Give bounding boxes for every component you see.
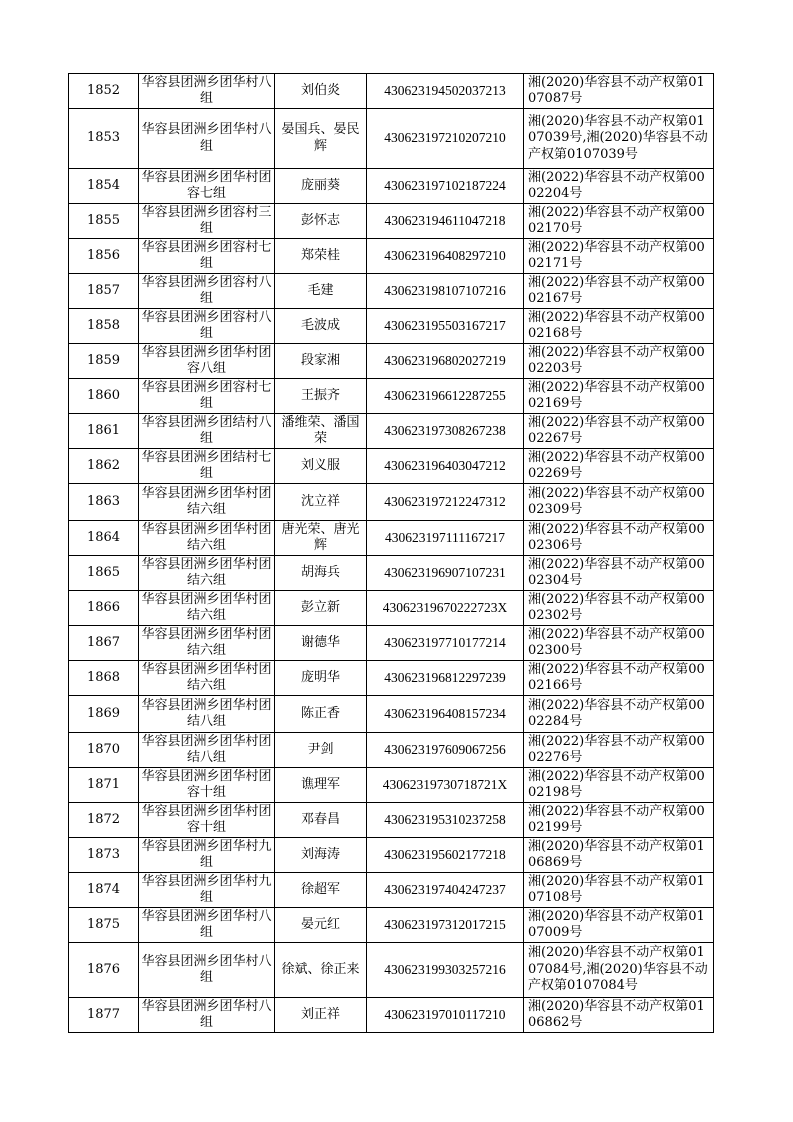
address-cell: 华容县团洲乡团华村九组: [139, 838, 275, 873]
table-row: [69, 556, 714, 591]
address-cell: 华容县团洲乡团华村团结六组: [139, 661, 275, 696]
address-cell: 华容县团洲乡团容村七组: [139, 239, 275, 274]
row-number-cell: 1872: [69, 803, 139, 838]
table-row: [69, 379, 714, 414]
certificate-number-cell: 湘(2020)华容县不动产权第0107039号,湘(2020)华容县不动产权第0107039号: [524, 109, 714, 169]
owner-name-cell: 郑荣桂: [275, 239, 367, 274]
id-number-cell: 430623195503167217: [367, 309, 524, 344]
owner-name-cell: 晏元红: [275, 908, 367, 943]
id-number-cell: 430623195602177218: [367, 838, 524, 873]
certificate-number-cell: 湘(2022)华容县不动产权第0002203号: [524, 344, 714, 379]
certificate-number-cell: 湘(2022)华容县不动产权第0002267号: [524, 414, 714, 449]
id-number-cell: 430623195310237258: [367, 803, 524, 838]
row-number-cell: 1858: [69, 309, 139, 344]
certificate-number-cell: 湘(2022)华容县不动产权第0002304号: [524, 556, 714, 591]
certificate-number-cell: 湘(2022)华容县不动产权第0002198号: [524, 768, 714, 803]
table-row: [69, 626, 714, 661]
owner-name-cell: 谯理军: [275, 768, 367, 803]
table-row: [69, 661, 714, 696]
owner-name-cell: 胡海兵: [275, 556, 367, 591]
address-cell: 华容县团洲乡团容村八组: [139, 309, 275, 344]
certificate-number-cell: 湘(2022)华容县不动产权第0002276号: [524, 733, 714, 768]
id-number-cell: 430623197404247237: [367, 873, 524, 908]
certificate-number-cell: 湘(2020)华容县不动产权第0107087号: [524, 74, 714, 109]
owner-name-cell: 徐斌、徐正来: [275, 943, 367, 998]
owner-name-cell: 段家湘: [275, 344, 367, 379]
address-cell: 华容县团洲乡团华村团结八组: [139, 733, 275, 768]
owner-name-cell: 谢德华: [275, 626, 367, 661]
id-number-cell: 43062319730718721X: [367, 768, 524, 803]
row-number-cell: 1873: [69, 838, 139, 873]
certificate-number-cell: 湘(2022)华容县不动产权第0002306号: [524, 521, 714, 556]
id-number-cell: 430623196403047212: [367, 449, 524, 484]
id-number-cell: 430623197102187224: [367, 169, 524, 204]
row-number-cell: 1855: [69, 204, 139, 239]
certificate-number-cell: 湘(2022)华容县不动产权第0002170号: [524, 204, 714, 239]
row-number-cell: 1863: [69, 484, 139, 521]
id-number-cell: 430623196408157234: [367, 696, 524, 733]
owner-name-cell: 刘海涛: [275, 838, 367, 873]
address-cell: 华容县团洲乡团华村团容十组: [139, 803, 275, 838]
certificate-number-cell: 湘(2022)华容县不动产权第0002171号: [524, 239, 714, 274]
row-number-cell: 1866: [69, 591, 139, 626]
owner-name-cell: 晏国兵、晏民辉: [275, 109, 367, 169]
table-row: [69, 908, 714, 943]
owner-name-cell: 毛建: [275, 274, 367, 309]
id-number-cell: 430623196612287255: [367, 379, 524, 414]
table-row: [69, 998, 714, 1033]
row-number-cell: 1871: [69, 768, 139, 803]
row-number-cell: 1870: [69, 733, 139, 768]
address-cell: 华容县团洲乡团结村七组: [139, 449, 275, 484]
table-row: [69, 943, 714, 998]
table-row: [69, 239, 714, 274]
row-number-cell: 1874: [69, 873, 139, 908]
address-cell: 华容县团洲乡团华村团容十组: [139, 768, 275, 803]
row-number-cell: 1861: [69, 414, 139, 449]
registry-table: [68, 73, 714, 1033]
table-row: [69, 803, 714, 838]
certificate-number-cell: 湘(2022)华容县不动产权第0002284号: [524, 696, 714, 733]
certificate-number-cell: 湘(2022)华容县不动产权第0002204号: [524, 169, 714, 204]
owner-name-cell: 庞明华: [275, 661, 367, 696]
id-number-cell: 430623197308267238: [367, 414, 524, 449]
table-row: [69, 344, 714, 379]
certificate-number-cell: 湘(2022)华容县不动产权第0002166号: [524, 661, 714, 696]
id-number-cell: 430623194611047218: [367, 204, 524, 239]
table-row: [69, 414, 714, 449]
table-row: [69, 204, 714, 239]
address-cell: 华容县团洲乡团华村团结六组: [139, 591, 275, 626]
owner-name-cell: 徐超军: [275, 873, 367, 908]
row-number-cell: 1877: [69, 998, 139, 1033]
address-cell: 华容县团洲乡团容村八组: [139, 274, 275, 309]
certificate-number-cell: 湘(2022)华容县不动产权第0002167号: [524, 274, 714, 309]
owner-name-cell: 毛波成: [275, 309, 367, 344]
address-cell: 华容县团洲乡团华村团结六组: [139, 626, 275, 661]
owner-name-cell: 王振齐: [275, 379, 367, 414]
certificate-number-cell: 湘(2020)华容县不动产权第0106869号: [524, 838, 714, 873]
row-number-cell: 1864: [69, 521, 139, 556]
address-cell: 华容县团洲乡团华村团结六组: [139, 521, 275, 556]
address-cell: 华容县团洲乡团华村团容七组: [139, 169, 275, 204]
address-cell: 华容县团洲乡团华村八组: [139, 998, 275, 1033]
row-number-cell: 1854: [69, 169, 139, 204]
certificate-number-cell: 湘(2022)华容县不动产权第0002269号: [524, 449, 714, 484]
certificate-number-cell: 湘(2022)华容县不动产权第0002199号: [524, 803, 714, 838]
row-number-cell: 1856: [69, 239, 139, 274]
owner-name-cell: 潘维荣、潘国荣: [275, 414, 367, 449]
address-cell: 华容县团洲乡团华村团结六组: [139, 556, 275, 591]
row-number-cell: 1862: [69, 449, 139, 484]
address-cell: 华容县团洲乡团容村七组: [139, 379, 275, 414]
table-row: [69, 873, 714, 908]
owner-name-cell: 尹剑: [275, 733, 367, 768]
certificate-number-cell: 湘(2020)华容县不动产权第0107108号: [524, 873, 714, 908]
owner-name-cell: 庞丽葵: [275, 169, 367, 204]
certificate-number-cell: 湘(2022)华容县不动产权第0002169号: [524, 379, 714, 414]
owner-name-cell: 沈立祥: [275, 484, 367, 521]
owner-name-cell: 唐光荣、唐光辉: [275, 521, 367, 556]
id-number-cell: 43062319670222723X: [367, 591, 524, 626]
id-number-cell: 430623199303257216: [367, 943, 524, 998]
certificate-number-cell: 湘(2020)华容县不动产权第0107084号,湘(2020)华容县不动产权第0107084号: [524, 943, 714, 998]
table-row: [69, 838, 714, 873]
certificate-number-cell: 湘(2022)华容县不动产权第0002302号: [524, 591, 714, 626]
id-number-cell: 430623196408297210: [367, 239, 524, 274]
id-number-cell: 430623197312017215: [367, 908, 524, 943]
id-number-cell: 430623197010117210: [367, 998, 524, 1033]
id-number-cell: 430623197210207210: [367, 109, 524, 169]
owner-name-cell: 刘义服: [275, 449, 367, 484]
owner-name-cell: 邓春昌: [275, 803, 367, 838]
table-row: [69, 309, 714, 344]
row-number-cell: 1869: [69, 696, 139, 733]
registry-table-body: [69, 74, 714, 1033]
owner-name-cell: 刘伯炎: [275, 74, 367, 109]
table-row: [69, 109, 714, 169]
id-number-cell: 430623196802027219: [367, 344, 524, 379]
row-number-cell: 1853: [69, 109, 139, 169]
address-cell: 华容县团洲乡团华村九组: [139, 873, 275, 908]
id-number-cell: 430623196907107231: [367, 556, 524, 591]
owner-name-cell: 彭立新: [275, 591, 367, 626]
certificate-number-cell: 湘(2022)华容县不动产权第0002300号: [524, 626, 714, 661]
owner-name-cell: 刘正祥: [275, 998, 367, 1033]
address-cell: 华容县团洲乡团结村八组: [139, 414, 275, 449]
row-number-cell: 1859: [69, 344, 139, 379]
row-number-cell: 1860: [69, 379, 139, 414]
row-number-cell: 1865: [69, 556, 139, 591]
row-number-cell: 1875: [69, 908, 139, 943]
row-number-cell: 1876: [69, 943, 139, 998]
id-number-cell: 430623194502037213: [367, 74, 524, 109]
address-cell: 华容县团洲乡团华村八组: [139, 908, 275, 943]
owner-name-cell: 陈正香: [275, 696, 367, 733]
address-cell: 华容县团洲乡团华村团容八组: [139, 344, 275, 379]
id-number-cell: 430623197609067256: [367, 733, 524, 768]
address-cell: 华容县团洲乡团华村团结八组: [139, 696, 275, 733]
address-cell: 华容县团洲乡团华村八组: [139, 943, 275, 998]
row-number-cell: 1868: [69, 661, 139, 696]
address-cell: 华容县团洲乡团容村三组: [139, 204, 275, 239]
certificate-number-cell: 湘(2022)华容县不动产权第0002168号: [524, 309, 714, 344]
row-number-cell: 1867: [69, 626, 139, 661]
table-row: [69, 591, 714, 626]
row-number-cell: 1857: [69, 274, 139, 309]
certificate-number-cell: 湘(2022)华容县不动产权第0002309号: [524, 484, 714, 521]
address-cell: 华容县团洲乡团华村团结六组: [139, 484, 275, 521]
table-row: [69, 484, 714, 521]
table-row: [69, 696, 714, 733]
id-number-cell: 430623197111167217: [367, 521, 524, 556]
address-cell: 华容县团洲乡团华村八组: [139, 74, 275, 109]
owner-name-cell: 彭怀志: [275, 204, 367, 239]
table-row: [69, 733, 714, 768]
table-row: [69, 169, 714, 204]
row-number-cell: 1852: [69, 74, 139, 109]
certificate-number-cell: 湘(2020)华容县不动产权第0107009号: [524, 908, 714, 943]
id-number-cell: 430623198107107216: [367, 274, 524, 309]
table-row: [69, 449, 714, 484]
certificate-number-cell: 湘(2020)华容县不动产权第0106862号: [524, 998, 714, 1033]
id-number-cell: 430623196812297239: [367, 661, 524, 696]
id-number-cell: 430623197212247312: [367, 484, 524, 521]
table-row: [69, 521, 714, 556]
table-row: [69, 74, 714, 109]
id-number-cell: 430623197710177214: [367, 626, 524, 661]
address-cell: 华容县团洲乡团华村八组: [139, 109, 275, 169]
table-row: [69, 274, 714, 309]
table-row: [69, 768, 714, 803]
